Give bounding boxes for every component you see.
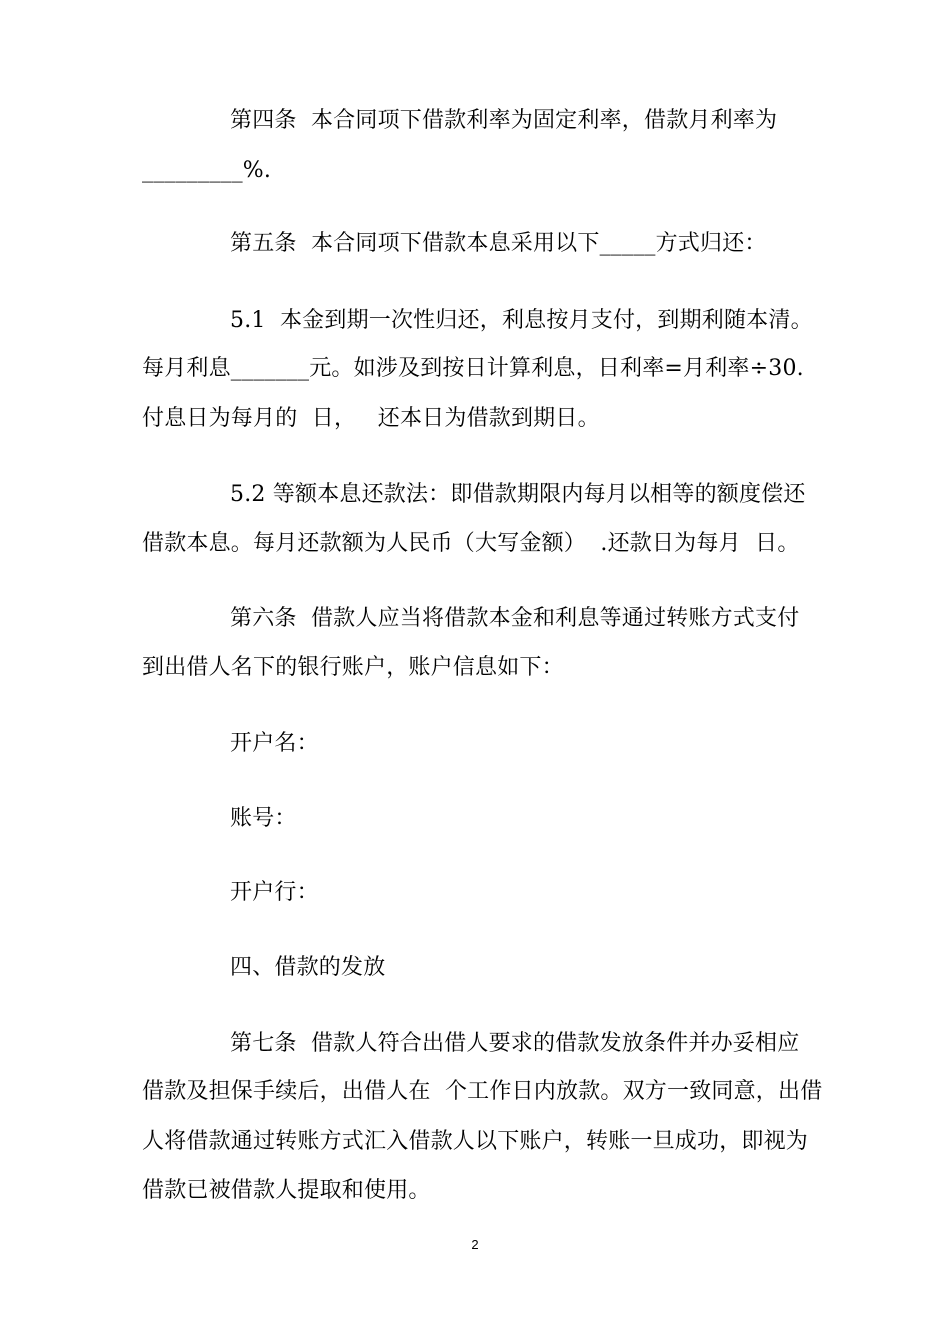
article-7-line-4: 借款已被借款人提取和使用。 (142, 1178, 431, 1203)
clause-5-2-line-1: 5.2 等额本息还款法：即借款期限内每月以相等的额度偿还 (230, 482, 806, 507)
article-6-line-1: 第六条 借款人应当将借款本金和利息等通过转账方式支付 (230, 606, 800, 631)
clause-5-1-line-3: 付息日为每月的 日， 还本日为借款到期日。 (142, 406, 600, 431)
article-4-line-1: 第四条 本合同项下借款利率为固定利率，借款月利率为 (230, 108, 778, 133)
page-number: 2 (471, 1237, 479, 1252)
account-name-label: 开户名： (230, 731, 319, 756)
clause-5-2-line-2: 借款本息。每月还款额为人民币（大写金额） .还款日为每月 日。 (142, 531, 800, 556)
bank-label: 开户行： (230, 880, 319, 905)
section-heading: 四、借款的发放 (230, 955, 386, 980)
article-5-line: 第五条 本合同项下借款本息采用以下_____方式归还： (230, 231, 767, 256)
clause-5-1-line-1: 5.1 本金到期一次性归还，利息按月支付，到期利随本清。 (230, 308, 813, 333)
article-7-line-3: 人将借款通过转账方式汇入借款人以下账户，转账一旦成功，即视为 (142, 1129, 809, 1154)
article-7-line-1: 第七条 借款人符合出借人要求的借款发放条件并办妥相应 (230, 1031, 800, 1056)
clause-5-1-line-2: 每月利息_______元。如涉及到按日计算利息，日利率=月利率÷30. (142, 356, 804, 381)
article-7-line-2: 借款及担保手续后，出借人在 个工作日内放款。双方一致同意，出借 (142, 1079, 823, 1104)
article-4-line-2: _________%. (142, 158, 272, 183)
account-number-label: 账号： (230, 806, 297, 831)
article-6-line-2: 到出借人名下的银行账户，账户信息如下： (142, 655, 564, 680)
